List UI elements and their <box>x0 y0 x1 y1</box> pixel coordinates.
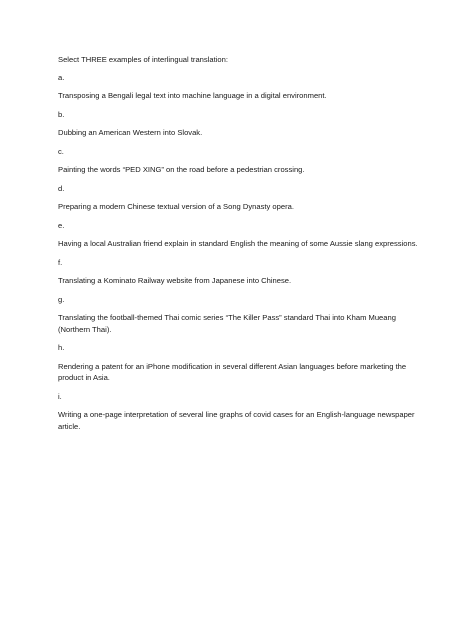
question-prompt: Select THREE examples of interlingual translation: <box>58 55 228 64</box>
option-letter-e: e. <box>58 220 65 230</box>
option-letter-i: i. <box>58 391 62 401</box>
option-text-c: Painting the words “PED XING” on the road before a pedestrian crossing. <box>58 165 305 174</box>
option-text-b: Dubbing an American Western into Slovak. <box>58 128 203 137</box>
option-letter-c: c. <box>58 146 64 156</box>
option-text-d: Preparing a modern Chinese textual version of a Song Dynasty opera. <box>58 202 294 211</box>
option-letter-g: g. <box>58 294 65 304</box>
option-letter-h: h. <box>58 343 65 352</box>
option-text-i: Writing a one-page interpretation of several line graphs of covid cases for an English-language newspaper article. <box>58 410 415 431</box>
option-text-h: Rendering a patent for an iPhone modification in several different Asian languages before marketing the product in Asia. <box>58 361 407 382</box>
option-letter-b: b. <box>58 109 65 119</box>
option-text-f: Translating a Kominato Railway website from Japanese into Chinese. <box>58 276 292 285</box>
option-letter-d: d. <box>58 183 65 193</box>
option-text-a: Transposing a Bengali legal text into machine language in a digital environment. <box>58 91 327 100</box>
option-text-g: Translating the football-themed Thai comic series “The Killer Pass” standard Thai into Kham Mueang (Northern Thai). <box>58 313 396 334</box>
document-body <box>58 54 418 439</box>
option-text-e: Having a local Australian friend explain in standard English the meaning of some Aussie slang expressions. <box>58 239 418 248</box>
option-letter-f: f. <box>58 257 63 267</box>
option-letter-a: a. <box>58 72 65 82</box>
